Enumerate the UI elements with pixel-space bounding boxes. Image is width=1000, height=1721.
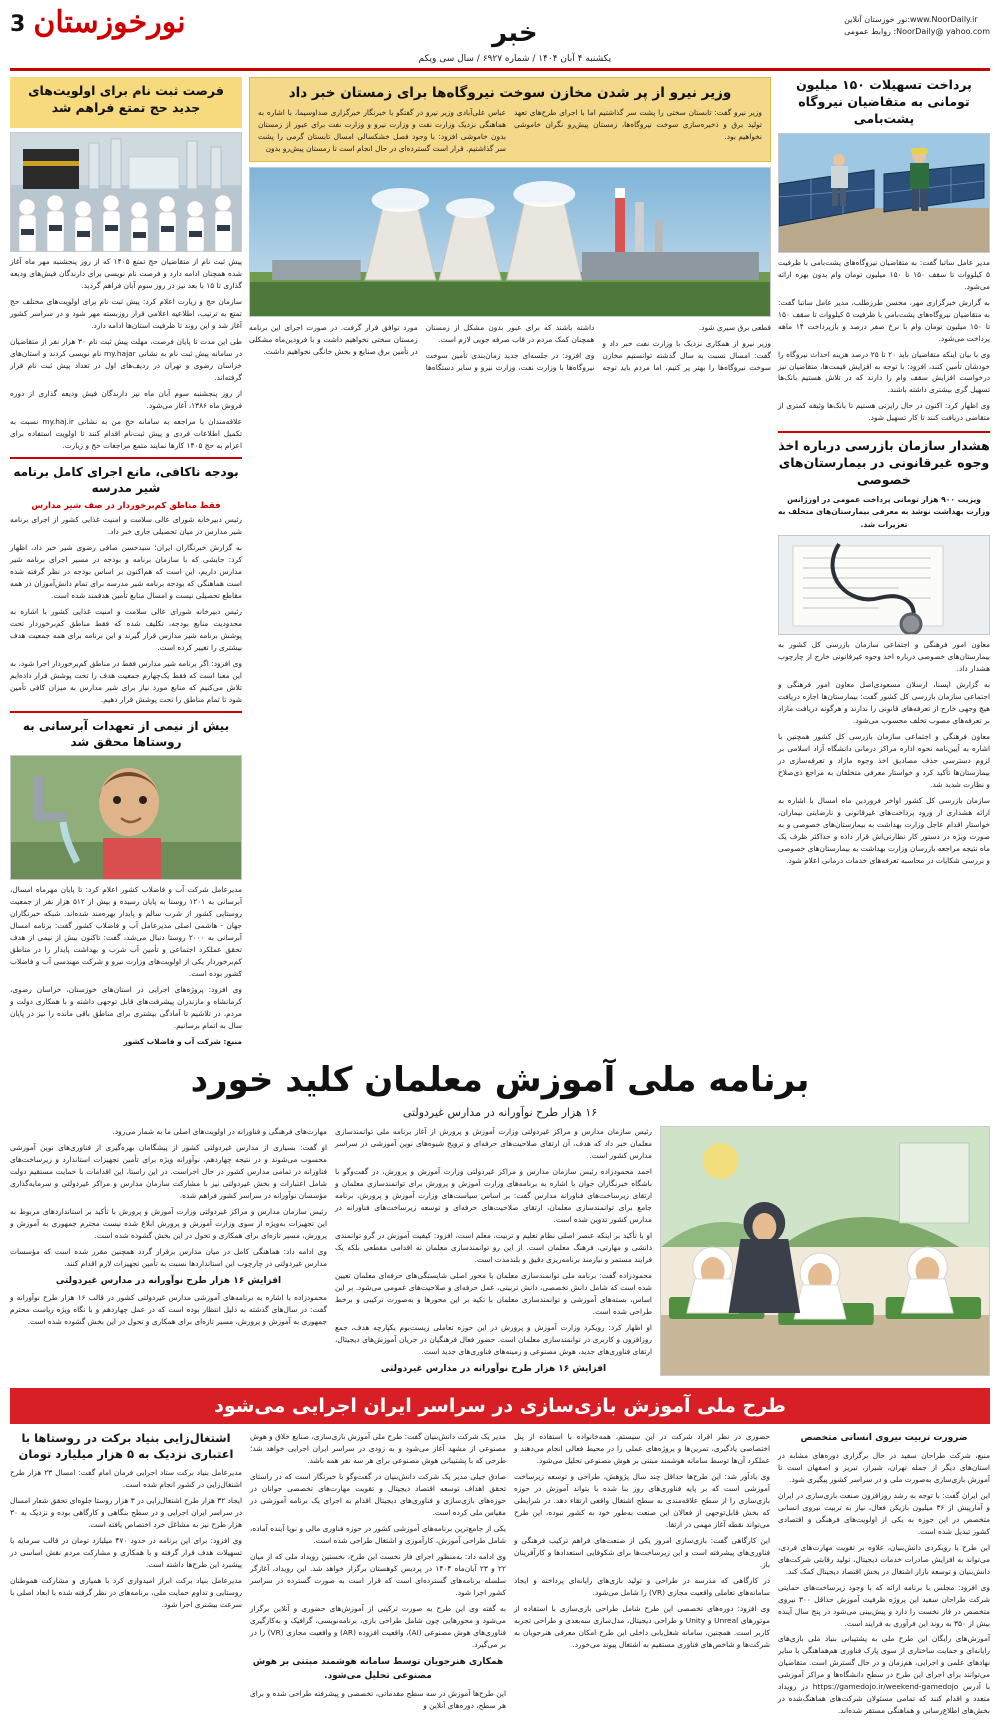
section-title: خبر [492,18,538,48]
solar-p2: به گزارش خبرگزاری مهر، محسن طرزطلب، مدیر عامل ساتبا گفت: به متقاضیان نیروگاه‌های پشت‌بامی با ظرفیت ۵ کیلووات تا سقف ۱۵۰ تا ۱۵۰ میلیون تومان وام با نرخ صفر درصد و بازپرداخت ۱۴ ماهه پرداخت می‌شود. [778,297,990,343]
hajj-headline: فرصت ثبت نام برای اولویت‌های جدید حج تمتع فراهم شد [28,83,224,115]
feature-subhead-2: افزایش ۱۶ هزار طرح نوآورانه در مدارس غیردولتی [55,1275,282,1286]
hajj-p3: طی این مدت تا پایان فرصت، مهلت پیش ثبت نام ۳۰ هزار نفر از متقاضیان در سامانه پیش ثبت نام به نشانی my.hajar نام نویسی کردند و استان‌های خراسان رضوی و تهران در ردیف‌های اول در تعداد پیش ثبت نام قرار گرفته‌اند. [10,336,242,382]
divider-rule-3 [10,711,242,713]
hajj-p5: علاقه‌مندان با مراجعه به سامانه حج من به نشانی my.haj.ir نسبت به تکمیل اطلاعات فردی و پیش ثبت‌نام اقدام کنند تا اولویت استفاده برای اعزام به حج ۱۴۰۵ کارها نمایند متمع مراجعات حج و زیارت. [10,416,243,450]
inspection-p4: سازمان بازرسی کل کشور اواخر فروردین ماه امسال با اشاره به ارائه هشداری از ورود پرداخت‌های غیرقانونی و نارضایتی بیماران، خواستار اقدام عاجل وزارت بهداشت به بیمارستان‌های خصوصی و به صورت ویژه در دستور کار نظارتی‌اش قرار داده و حداکثر ظرف یک ماه نتیجه مراجعه بازرسان وزارت بهداشت به بیمارستان‌های خصوصی و بررسی شکایات در محاسبه تعرفه‌های خدمات درمانی اعلام شود. [778,795,990,865]
right-rail-top [778,77,990,1052]
site-url-line2: روابط عمومی :NoorDaily@ yahoo.com [844,27,990,36]
feature-subheadline: ۱۶ هزار طرح نوآورانه در مدارس غیردولتی [402,1105,598,1119]
stethoscope-photo [778,535,990,635]
lead-headline: وزیر نیرو از پر شدن مخازن سوخت نیروگاه‌ها برای زمستان خبر داد [288,85,732,101]
lead-continuation [249,322,771,374]
inspection-standfirst: ویزیت ۹۰۰ هزار تومانی پرداخت عمومی در اورژانس وزارت بهداشت نوشد به معرفی بیمارستان‌های متخلف به تعزیرات شد. [778,495,990,529]
feature-r-p3: او با تأکید بر اینکه عنصر اصلی نظام تعلیم و تربیت، معلم است، افزود: کیفیت آموزش در گرو توانمندی دانشی و مهارتی، فرهنگ معلمان است. از این رو توانمندسازی معلمان نه اقدامی مقطعی بلکه یک فرایند مستمر و نیازمند برنامه‌ریزی دقیق و بلندمدت است. [335,1230,652,1264]
feature-photo-col [660,1126,990,1380]
hajj-headline-box [10,77,242,128]
feature-r-p4: محمودزاده گفت: برنامه ملی توانمندسازی معلمان با محور اصلی شایستگی‌های حرفه‌ای معلمان تعیین شده است که شامل دانش تخصصی، دانش تربیتی، عمل حرفه‌ای و صلاحیت‌های عمومی می‌شود. بر این اساس، بسته‌های آموزشی و توانمندسازی معلمان با تکیه بر این محورها و به‌صورت ترکیبی و برخط طراحی شده است. [335,1270,652,1316]
power-plant-photo [249,167,771,317]
solar-p1: مدیر عامل ساتبا گفت: به متقاضیان نیروگاه‌های پشت‌بامی با ظرفیت ۵ کیلووات تا سقف ۱۵۰ تا ۱۵۰ میلیون تومان وام بدون بهره ارائه می‌شود. [778,257,990,291]
gamedev-subhead: ضرورت تربیت نیروی انسانی متخصص [800,1433,968,1444]
lead-cont-p2: وزیر نیرو از همکاری نزدیک با وزارت نفت خبر داد و گفت: امسال نسبت به سال گذشته توانستیم مخازن سوخت نیروگاه‌ها را بهتر پر کنیم، اما مردم باید توجه داشته باشند که برای عبور بدون مشکل از زمستان همچنان کمک مردم در قاب صرفه جویی لازم است. [425,323,771,373]
brakat-col [10,1431,242,1721]
water-source: منبع: شرکت آب و فاضلاب کشور [123,1036,242,1046]
g3-p3: یکی از جامع‌ترین برنامه‌های آموزشی کشور در حوزه فناوری مالی و نوپا آینده آماده، شامل طراحی آموزش، کارآموزی و اشتغال طراحی شده است. [250,1524,506,1545]
milk-subhead: فقط مناطق کم‌برخوردار در صف شیر مدارس [31,500,221,511]
inspection-p2: به گزارش ایسنا، ارسلان مسعودی‌اصل معاون امور فرهنگی و اجتماعی سازمان بازرسی کل کشور گفت: بیمارستان‌ها اجازه دریافت هیچ وجهی خارج از تعرفه‌های قانونی را ندارند و هرگونه دریافت مازاد بر تعرفه‌های مصوب تخلف محسوب می‌شود. [778,679,990,725]
feature-m-p3: رئیس سازمان مدارس و مراکز غیردولتی وزارت آموزش و پرورش با تأکید بر استانداردهای مربوط به این تجهیزات به‌ویژه از سوی وزارت آموزش و پرورش ابلاغ شده نیست محترم جمهوری به آموزش و پرورش، مسیر تازه‌ای برای همکاری و تحول در این بخش گشوده شده است. [10,1206,327,1240]
hajj-body [10,256,242,452]
hajj-photo [10,132,242,252]
water-body [10,884,242,1048]
feature-m-p1: مهارت‌های فرهنگی و فناورانه در اولویت‌های اصلی ما به شمار می‌رود. [112,1126,327,1136]
g2-p3: این کارگاهی گفت: بازی‌سازی امروز یکی از صنعت‌های فراهم ترکیب فرهنگی و فناوری‌های پیشرفته است و این زیرساخت‌ها برای شکوفایی استعدادها و کارآفرینان باز. [514,1536,770,1569]
hajj-p1: پیش ثبت نام از متقاضیان حج تمتع ۱۴۰۵ که از روز پنجشنبه مهر ماه آغاز شده همچنان ادامه دارد و فرصت نام نویسی برای دارندگان فیش‌های ودیعه گذاری تا ۱۵ با بعد نیز در روز سوم آبان فراهم گردید. [10,256,242,290]
feature-r-p5: او اظهار کرد: رویکرد وزارت آموزش و پرورش در این حوزه تعاملی زیست‌بوم یکپارچه هدف، جمع روزافزون و کاربری در توانمندسازی معلمان است. حضور فعال فرهنگیان در جریان آموزش‌های دیجیتال، ارتقای فناوری‌های جدید، هوش مصنوعی و زمینه‌های فناوری‌های جدید است. [335,1322,652,1356]
gamedev-col-1 [778,1431,990,1721]
gamedev-col-2 [514,1431,770,1721]
feature-article [10,1060,990,1380]
g2-p5: وی افزود: دوره‌های تخصصی این طرح شامل طراحی بازی‌سازی با استفاده از موتورهای Unreal و Unity و طراحی دیجیتال، مدل‌سازی سه‌بعدی و طراحی تجربه کاربر است. همچنین، سامانه شغل‌یابی داخلی این طرح امکان معرفی هنرجویان به شرکت‌ها و شاخص‌های فناوری مستقیم به اشتغال پیوند می‌خورد. [514,1603,770,1649]
g1-p2: این ایران گفت: با توجه به رشد روزافزون صنعت بازی‌سازی در ایران و آمارپیش از ۳۶ میلیون بازیکن فعال، نیاز به تربیت نیروی انسانی متخصص در این حوزه به یکی از اولویت‌های فرهنگی و اقتصادی کشور تبدیل شده است. [778,1490,990,1536]
feature-col-mid [10,1126,327,1380]
water-p2: وی افزود: پروژه‌های اجرایی در استان‌های خوزستان، خراسان رضوی، کرمانشاه و مازندران پیشرفت‌های قابل توجهی داشته و با همکاری دولت و مردم، در تلاشیم تا آمادگی بیشتری برای مناطق باقی مانده را نیز در پایان سال به اتمام برسانیم. [10,984,242,1030]
feature-r-p2: احمد محمودزاده رئیس سازمان مدارس و مراکز غیردولتی وزارت آموزش و پرورش، در گفت‌وگو با باشگاه خبرنگاران جوان با اشاره به برنامه‌های وزارت آموزش و پرورش برای توانمندسازی معلمان و ارتقای زیرساخت‌های فناورانه مدارس گفت: بر اساس سیاست‌های وزارت آموزش و پرورش، برنامه جامع برای توانمندسازی معلمان، ارتقای صلاحیت‌های حرفه‌ای و توسعه زیرساخت‌های فناورانه در مدارس کشور تدوین شده است. [335,1166,652,1224]
milk-p1: رئیس دبیرخانه شورای عالی سلامت و امنیت غذایی کشور از اجرای برنامه شیر مدارس در میان تحصیلی جاری خبر داد. [10,514,242,536]
inspection-p1: معاون امور فرهنگی و اجتماعی سازمان بازرسی کل کشور به بیمارستان‌های خصوصی درباره اخذ وجوه غیرقانونی خارج از چارچوب هشدار داد. [778,639,990,673]
b-p4: مدیرعامل بنیاد برکت ابراز امیدواری کرد با همیاری و مشارکت هموطنان روستایی و تداوم حمایت ملی، برنامه‌های در نظر گرفته شده با ابعاد اصلی با سرعت بیشتری اجرا شود. [10,1576,242,1609]
lead-p1: وزیر نیرو گفت: تابستان سختی را پشت سر گذاشتیم اما با اجرای طرح‌های تعهد تولید برق و ذخیره‌سازی سوخت نیروگاه‌ها، زمستان پیش‌رو نگران خاموشی نخواهیم بود. [514,108,762,142]
g1-p5: آموزش‌های رایگان این طرح ملی به پشتیبانی بنیاد ملی بازی‌های رایانه‌ای و حمایت ساختاری از سوی پارک فناوری هم‌هماهنگی با سایر نهادهای علمی و اجرایی، هم‌زمان و در حال گسترش است. متقاضیان می‌توانند برای اجرای این طرح در سطح دانشگاه‌ها و مراکز آموزشی با آدرس https://gamedojo.ir/weekend-gamedojo در رویداد متعدد و اقدام کنند که تمامی مسئولان شرکت‌های هماهنگ‌شده در بخش‌های اطلاع‌رسانی و هماهنگی مستقر شده‌اند. [778,1634,990,1716]
g3-p2: صادق جیلی مدیر یک شرکت دانش‌بنیان در گفت‌وگو با خبرنگار است که در راستای تحقق اهداف توسعه اقتصاد دیجیتال و تقویت مهارت‌های تخصصی جوانان در حوزه‌های بازی‌سازی و فناوری‌های دیجیتال اقدام به اجرای یک برنامه آموزشی در مقیاس ملی کرده است. [250,1472,506,1518]
feature-m-p4: وی ادامه داد: هماهنگی کامل در میان مدارس برقرار گردد همچنین مقرر شده است که مؤسسات مدارس غیردولتی در چارچوب این استانداردها نسبت به تأمین تجهیزات لازم اقدام کنند. [10,1246,327,1268]
divider-rule-2 [10,457,242,459]
water-child-photo [10,755,242,880]
gamedev-col-3 [250,1431,506,1721]
g1-p1: منبع، شرکت طراحان سفید در حال برگزاری دوره‌های مشابه در استان‌های دیگر از جمله تهران، شیراز، تبریز و اصفهان است تا آموزش بازی‌سازی به‌صورت ملی و در سراسر کشور پیگیری شود. [778,1450,990,1484]
divider-rule [778,431,990,433]
g2-p4: در کارگاهی که مدرسه در طراحی و تولید بازی‌های رایانه‌ای پرداخته و ایجاد سامانه‌های تعاملی واقعیت مجازی (VR) را شامل می‌شود. [514,1575,770,1597]
milk-p4: وی افزود: اگر برنامه شیر مدارس فقط در مناطق کم‌برخوردار اجرا شود، به این معنا است که فقط یک‌چهارم جمعیت هدف را تحت پوشش قرار داده‌ایم تلاش می‌کنیم که منابع مورد نیاز برای شیر مدارس به میزان کافی تأمین شود تا تمام مناطق را تحت پوشش قرار دهیم. [10,658,242,704]
feature-r-p1: رئیس سازمان مدارس و مراکز غیردولتی وزارت آموزش و پرورش از آغاز برنامه ملی توانمندسازی معلمان خبر داد که هدف، آن ارتقای صلاحیت‌های حرفه‌ای و ترویج شیوه‌های نوین آموزشی در سراسر مدارس کشور است. [335,1126,652,1160]
left-rail [10,77,242,1052]
masthead-logo-wrap [10,5,186,40]
g3-p1: مدیر یک شرکت دانش‌بنیان گفت: طرح ملی آموزش بازی‌سازی، صنایع خلاق و هوش مصنوعی از مشهد آغاز می‌شود و به زودی در سراسر ایران اجرایی خواهد شد؛ طرحی که با پشتیبانی هوش مصنوعی برای هر سه نفر همه باشد. [250,1432,506,1466]
top-band [10,77,990,1052]
feature-headline: برنامه ملی آموزش معلمان کلید خورد [190,1059,810,1100]
module-solar-loan [778,77,990,424]
page-number: 3 [10,12,26,37]
g2-p2: وی یادآور شد: این طرح‌ها حداقل چند سال پژوهش، طراحی و توسعه زیرساخت آموزشی است که بر پایه فناوری‌های روز بنا شده با بتواند آموزش در حوزه بازی‌سازی را از سطح علاقه‌مندی به سطح اشتغال واقعی ارتقاء دهد. در شرایطی که بخش قابل‌توجهی از فعالان این صنعت به‌طور خود به کشور نبوده، این طرح می‌تواند نقطه آغاز مهمی در ارتقا. [514,1472,770,1530]
g3-subhead: همکاری هنرجویان توسط سامانه هوشمند مبتنی بر هوش مصنوعی تحلیل می‌شود. [252,1656,504,1682]
g2-p1: حضوری در نظر افراد شرکت در این سیستم، همه‌خانواده با استفاده از پنل اختصاصی یادگیری، تمرین‌ها و پروژه‌های عملی را در محیط فعالی انجام می‌دهند و عملکرد آن‌ها توسط سامانه هوشمند مبتنی بر هوش مصنوعی تحلیل می‌شود. [514,1432,770,1466]
section-title-wrap [186,8,845,64]
g1-p3: این طرح با رویکردی دانش‌بنیان، علاوه بر تقویت مهارت‌های فردی، می‌تواند به افزایش صادرات خدمات دیجیتال، تولید رقابتی شرکت‌های دانش‌بنیان و توسعه بازار اشتغال در بخش اقتصاد دیجیتال کمک کند. [778,1542,990,1576]
feature-col-right [335,1126,652,1380]
solar-p3: وی با بیان اینکه متقاضیان باید ۲۰ تا ۲۵ درصد هزینه احداث نیروگاه را خودشان تأمین کنند، افزود: با توجه به افزایش قیمت‌ها، متقاضیان نیز درخواست افزایش سقف وام را دارند که در تلاش هستیم بانک‌ها تسهیل گری بیشتری داشته باشند. [778,349,991,395]
feature-subhead-1: افزایش ۱۶ هزار طرح نوآورانه در مدارس غیردولتی [380,1363,607,1374]
g3-p4: وی ادامه داد: به‌منظور اجرای فاز نخست این طرح، نخستین رویداد ملی که از میان ۲۲ و ۲۳ آبان‌ماه ۱۴۰۴ در پردیس کوهستان برگزار خواهد شد. این رویداد، آغازگر سلسله برنامه‌های گسترده‌ای است که قرار است به صورت گسترده در سراسر کشور اجرا شود. [250,1551,506,1597]
milk-p2: به گزارش خبرنگاران ایران؛ سیدحسن صافی رضوی شیر خبر داد، اظهار کرد: جایشی که با سازمان برنامه و بودجه در مسیر اجرای برنامه شیر مدارس داریم، این است که هم‌اکنون بر اساس بودجه در نظر گرفته شده است هماهنگی که بودجه برنامه شیر مدرسه برای تمام دانش‌آموزان در همه مقاطع تحصیلی نیست و امسال منابع تأمین هدفمند شده است. [10,542,242,600]
feature-m-p2: او گفت: بسیاری از مدارس غیردولتی کشور از پیشگامان بهره‌گیری از فناوری‌های نوین آموزشی محسوب می‌شوند و در نتیجه چهاردهم، نوآورانه ویژه برای تأمین تجهیزات استاندارد و زیرساخت‌های فناورانه در تمامی مدارس کشور در حال اجراست. در این راستا، این اقدامات با حمایت مستقیم دولت شامل اعتبارات و بخش غیردولتی نیز با مشارکت سازمان مدارس و مراکز غیردولتی و سرمایه‌گذاری مؤسسان نوآورانه در سراسر کشور فراهم شده. [10,1142,327,1200]
milk-body [10,514,242,706]
feature-columns [10,1126,990,1380]
g3-p5: به گفته وی این طرح به صورت ترکیبی از آموزش‌های حضوری و آنلاین برگزار می‌شود و محورهایی چون شامل طراحی بازی، برنامه‌نویسی، گرافیک و به‌کارگیری فناوری‌های هوش مصنوعی (AI)، واقعیت افزوده (AR) و واقعیت مجازی (VR) را در بر می‌گیرد. [250,1603,506,1649]
newspaper-logo [33,5,186,40]
site-url-line1: نور خوزستان آنلاین:www.NoorDaily.ir [844,15,978,24]
hajj-p2: سازمان حج و زیارت اعلام کرد: پیش ثبت نام برای اولویت‌های مختلف حج تمتع به ترتیب، اطلاعیه اعلامی قرار روزبسته مهر شود و در سراسر کشور آغاز شد و این روند تا ظرفیت استان‌ها ادامه دارد. [10,296,242,330]
lead-cont-p1: قطعی برق سیری شود. [698,323,771,333]
b-p3: وی افزود: برای این برنامه در حدود ۴۷۰ میلیارد تومان در قالب سرمایه با تسهیلات هدف قرار گرفته و با همکاری و مشارکت مردم نقش اساسی در پیشبرد این طرح‌ها داشته است. [10,1536,242,1570]
feature-l-p1: محمودزاده با اشاره به برنامه‌های آموزشی مدارس غیردولتی کشور در قالب ۱۶ هزار طرح نوآورانه و گفت: در سال‌های گذشته به دلیل انتظار بوده است که در عمل چهاردهم و با نگاه ویژه ریاست محترم جمهوری به آموزش و پرورش، مسیر تازه‌ای برای همکاری و تحول در این بخش گشوده شده است. [10,1293,328,1327]
classroom-photo [660,1126,990,1376]
b-p1: مدیرعامل بنیاد برکت ستاد اجرایی فرمان امام گفت: امسال ۲۳ هزار طرح اشتغال‌زایی در کشور انجام شده است. [10,1468,242,1490]
lead-p2: عباس علی‌آبادی وزیر نیرو در گفتگو با خبرنگار خبرگزاری صداوسیما، با اشاره به هماهنگی نزدیک وزارت نفت و وزارت نیرو و وزارت نفت برای عبور از زمستان بدون خاموشی افزود: با وجود فصل خشکسالی امسال تابستان گرمی را پشت سر گذاشتیم. قرار است گسترده‌ای در حال انجام است تا زمستان پیش‌رو بدون [258,108,506,154]
solar-loan-headline: پرداخت تسهیلات ۱۵۰ میلیون تومانی به متقاضیان نیروگاه پشت‌بامی [796,77,972,126]
solar-panel-photo [778,133,990,253]
masthead-contact [844,8,990,38]
logo-text: نورخوزستان [33,5,186,40]
g1-p4: وی افزود: مجلس با برنامه ارائه که با وجود زیرساخت‌های حمایتی شرکت طراحان سفید این پروژه ظرفیت آموزش حداقل ۳۰۰ نیروی متخصص در فاز نخست را دارد و پیش‌بینی می‌شود در پنج سال آینده بیش از ۳۵۰ به روند این فرآوری به فرایند است. [778,1582,990,1628]
lead-article [249,77,771,162]
masthead [10,5,990,71]
brakat-headline: اشتغال‌زایی بنیاد برکت در روستاها با اعتباری نزدیک به ۵ هزار میلیارد تومان [18,1431,234,1461]
inspection-headline: هشدار سازمان بازرسی درباره اخذ وجوه غیرقانونی در بیمارستان‌های خصوصی [778,438,990,488]
b-p2: ایجاد ۳۲ هزار طرح اشتغال‌زایی در ۳ هزار روستا جلوه‌ای تحقق شعار امسال در سراسر ایران اجرایی و در سطح بنگاهی و کارگاهی بوده و نزدیک به ۳۰ هزار طرح نیز به مشاغل خرد اختصاص یافته است. [10,1496,242,1530]
milk-headline: بودجه ناکافی، مانع اجرای کامل برنامه شیر مدرسه [13,464,239,495]
lead-article-block [249,77,771,1052]
solar-p4: وی اظهار کرد: اکنون در حال رایزنی هستیم تا بانک‌ها وثیقه کمتری از متقاضی دریافت کنند تا کار تسهیل شود. [778,401,990,423]
gamedev-banner: طرح ملی آموزش بازی‌سازی در سراسر ایران اجرایی می‌شود [10,1388,990,1424]
bottom-columns [10,1431,990,1721]
water-headline: بیش از نیمی از تعهدات آبرسانی به روستاها محقق شد [22,718,230,749]
dateline: یکشنبه ۴ آبان ۱۴۰۴ / شماره ۶۹۲۷ / سال سی ویکم [418,54,612,64]
water-p1: مدیرعامل شرکت آب و فاضلاب کشور اعلام کرد: تا پایان مهرماه امسال، آبرسانی به ۱۲۰۱ روستا به پایان رسیده و بیش از ۵۱۲ هزار نفر از جمعیت روستایی کشور از شرب سالم و پایدار بهره‌مند شده‌اند. شبکه خبرنگاران جهان - هاشمی اصلی مدیرعامل آب و فاضلاب کشور گفت: برنامه امسال آبرسانی به ۲۰۰۰ روستا دنبال می‌شد، گفت: تاکنون بیش از نیمی از هدف تحقق عملکرد اجتماعی و تأمین آب شرب و بهداشت پایدار را در مناطق کم‌برخوردار یکی از اولویت‌های وزارت نیرو و شرکت مهندسی آب و فاضلاب کشور بوده است. [10,885,242,978]
lead-cont-p3: وی افزود: در جلسه‌ای جدید زمان‌بندی تأمین سوخت نیروگاه‌ها با وزارت نفت، وزارت نیرو و سایر دستگاه‌ها مورد توافق قرار گرفت. در صورت اجرای این برنامه زمستان سختی نخواهیم داشت و با فرودین‌ماه مشکلی در تأمین برق صنایع و بخش خانگی نخواهیم داشت. [249,323,595,373]
inspection-p3: معاون فرهنگی و اجتماعی سازمان بازرسی کل کشور همچنین با اشاره به آیین‌نامه نحوه اداره مراکز درمانی دانشگاه آزاد اسلامی بر لزوم دسترسی حذف مصادیق اخذ وجوه مازاد و تعرفه‌سازی در بیمارستان‌ها تأکید کرد و خواستار معرفی متخلفان به مراجع ذی‌صلاح و نظارت شدید شد. [778,731,990,789]
g3-p6: این طرح‌ها آموزش در سه سطح مقدماتی، تخصصی و پیشرفته طراحی شده و برای هر سطح، دوره‌های آنلاین و [250,1689,506,1710]
milk-p3: رئیس دبیرخانه شورای عالی سلامت و امنیت غذایی کشور با اشاره به محدودیت منابع بودجه، تکلیف شده که فقط مناطق کم‌برخوردار تحت پوشش برنامه شیر مدارس قرار گیرند و این برنامه برای همه جمعیت هدف بیشتری را تغییر کرده است. [10,606,242,652]
hajj-p4: از روز پنجشنبه سوم آبان ماه نیز دارندگان فیش ودیعه گذاری از دوره فروش ماه ۱۳۸۶، آغاز می‌شود. [10,388,242,410]
module-inspection-warning [778,438,990,866]
